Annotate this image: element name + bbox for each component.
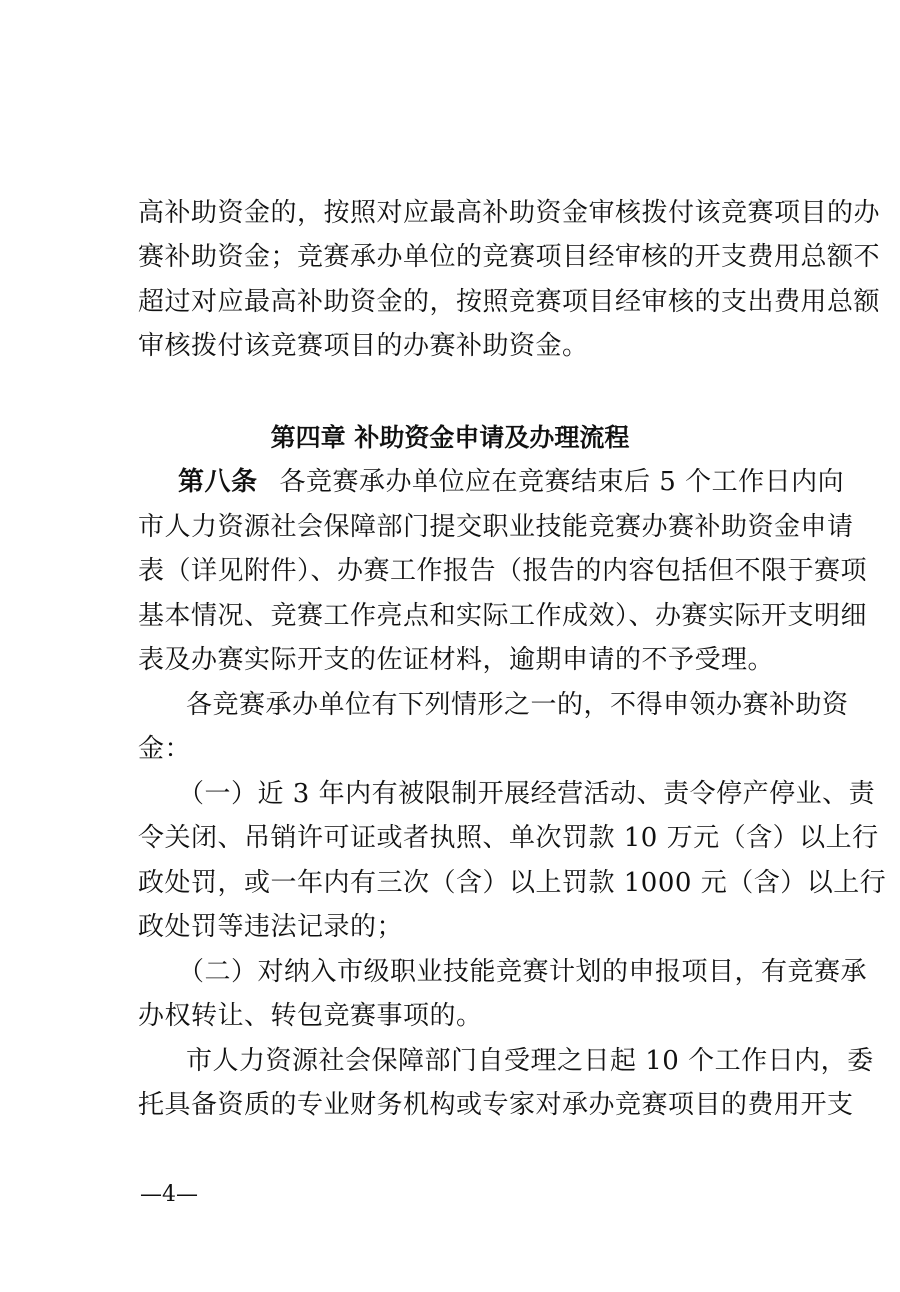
article-eight-line-3: 表（详见附件）、办赛工作报告（报告的内容包括但不限于赛项 xyxy=(138,556,868,586)
exclusion-intro-line-2: 金： xyxy=(138,734,192,764)
review-paragraph-line-1: 市人力资源社会保障部门自受理之日起 10 个工作日内，委 xyxy=(186,1046,874,1076)
continued-paragraph-line-4: 审核拨付该竞赛项目的办赛补助资金。 xyxy=(138,331,589,361)
chapter-heading: 第四章 补助资金申请及办理流程 xyxy=(270,423,630,452)
exclusion-intro-line-1: 各竞赛承办单位有下列情形之一的，不得申领办赛补助资 xyxy=(186,690,849,720)
item-two-line-1: （二）对纳入市级职业技能竞赛计划的申报项目，有竞赛承 xyxy=(178,957,868,987)
continued-paragraph-line-3: 超过对应最高补助资金的，按照竞赛项目经审核的支出费用总额 xyxy=(138,287,881,317)
article-eight-text-1: 各竞赛承办单位应在竞赛结束后 5 个工作日内向 xyxy=(279,467,845,497)
item-one-line-2: 令关闭、吊销许可证或者执照、单次罚款 10 万元（含）以上行 xyxy=(138,823,879,853)
item-one-line-1: （一）近 3 年内有被限制开展经营活动、责令停产停业、责 xyxy=(178,779,876,809)
item-two-line-2: 办权转让、转包竞赛事项的。 xyxy=(138,1001,483,1031)
review-paragraph-line-2: 托具备资质的专业财务机构或专家对承办竞赛项目的费用开支 xyxy=(138,1090,854,1120)
article-eight-line-1 xyxy=(178,467,845,497)
article-eight-line-2: 市人力资源社会保障部门提交职业技能竞赛办赛补助资金申请 xyxy=(138,512,854,542)
page-number: —4— xyxy=(140,1182,198,1207)
item-one-line-4: 政处罚等违法记录的； xyxy=(138,912,404,942)
item-one-line-3: 政处罚，或一年内有三次（含）以上罚款 1000 元（含）以上行 xyxy=(138,868,887,898)
continued-paragraph-line-2: 赛补助资金；竞赛承办单位的竞赛项目经审核的开支费用总额不 xyxy=(138,242,881,272)
continued-paragraph-line-1: 高补助资金的，按照对应最高补助资金审核拨付该竞赛项目的办 xyxy=(138,198,881,228)
article-eight-line-5: 表及办赛实际开支的佐证材料，逾期申请的不予受理。 xyxy=(138,645,775,675)
article-eight-label: 第八条 xyxy=(178,467,258,497)
article-eight-line-4: 基本情况、竞赛工作亮点和实际工作成效）、办赛实际开支明细 xyxy=(138,601,868,631)
